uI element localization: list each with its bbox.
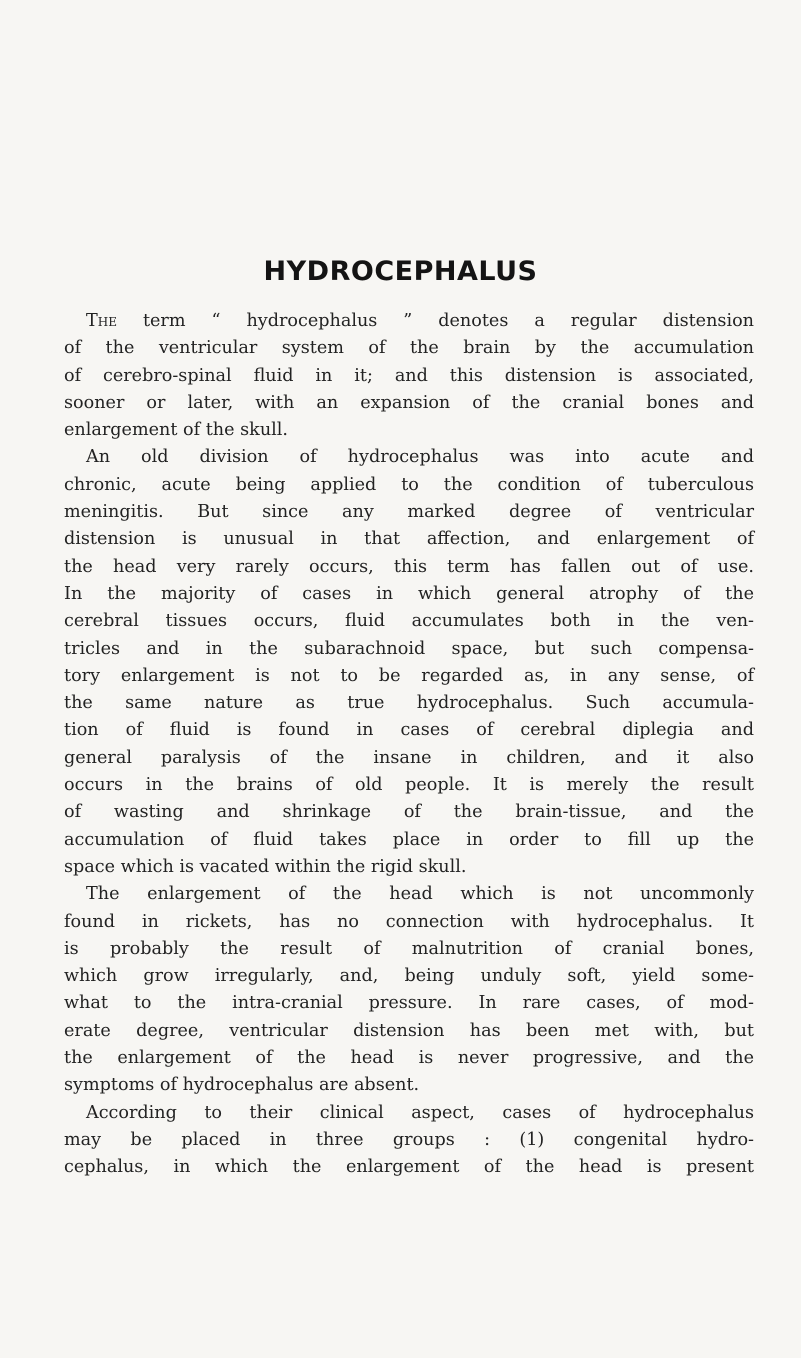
text-line [64, 854, 754, 881]
text-line [64, 1127, 754, 1154]
line-text: erate degree, ventricular distension has been met with, but [64, 1020, 754, 1041]
line-text: sooner or later, with an expansion of the cranial bones and [64, 392, 754, 413]
line-text: the enlargement of the head is never progressive, and the [64, 1048, 754, 1069]
line-text: distension is unusual in that affection, and enlargement of [64, 529, 754, 550]
line-text: In the majority of cases in which general atrophy of the [64, 583, 754, 604]
line-text: enlargement of the skull. [64, 420, 289, 441]
text-line [64, 690, 754, 717]
line-text: the head very rarely occurs, this term has fallen out of use. [64, 556, 754, 577]
text-line [64, 881, 754, 908]
line-text: general paralysis of the insane in children, and it also [64, 747, 754, 768]
chapter-heading: HYDROCEPHALUS [263, 256, 538, 287]
text-line [64, 909, 754, 936]
line-text: may be placed in three groups : (1) congenital hydro- [64, 1129, 754, 1150]
text-line [64, 663, 754, 690]
line-text: An old division of hydrocephalus was into acute and [86, 447, 754, 468]
line-text: cerebral tissues occurs, fluid accumulates both in the ven- [64, 611, 754, 632]
line-text: what to the intra-cranial pressure. In rare cases, of mod- [64, 993, 754, 1014]
text-line [64, 936, 754, 963]
text-line [64, 499, 754, 526]
text-line [64, 308, 754, 335]
line-text: symptoms of hydrocephalus are absent. [64, 1075, 420, 1096]
line-text: chronic, acute being applied to the condition of tuberculous [64, 474, 754, 495]
text-line [64, 745, 754, 772]
text-line [64, 717, 754, 744]
text-line [64, 526, 754, 553]
line-text: the same nature as true hydrocephalus. Such accumula- [64, 693, 754, 714]
line-text: of wasting and shrinkage of the brain-tissue, and the [64, 802, 754, 823]
text-line [64, 335, 754, 362]
text-line [64, 963, 754, 990]
text-line [64, 1072, 754, 1099]
text-line [64, 417, 754, 444]
line-text: cephalus, in which the enlargement of the head is present [64, 1157, 754, 1178]
line-text: tricles and in the subarachnoid space, but such compensa- [64, 638, 754, 659]
text-line [64, 581, 754, 608]
line-text: The enlargement of the head which is not uncommonly [86, 884, 754, 905]
text-line [64, 827, 754, 854]
line-text: found in rickets, has no connection with hydrocephalus. It [64, 911, 754, 932]
text-line [64, 990, 754, 1017]
body-text [64, 308, 754, 1182]
line-text: tory enlargement is not to be regarded as, in any sense, of [64, 665, 754, 686]
line-text: meningitis. But since any marked degree of ventricular [64, 502, 754, 523]
text-line [64, 636, 754, 663]
text-line [64, 390, 754, 417]
lead-word: The [86, 311, 117, 331]
text-line [64, 1154, 754, 1181]
line-text: of the ventricular system of the brain by the accumulation [64, 338, 754, 359]
text-line [64, 1100, 754, 1127]
text-line [64, 1018, 754, 1045]
text-line [64, 799, 754, 826]
line-text: occurs in the brains of old people. It is merely the result [64, 775, 754, 796]
line-text: space which is vacated within the rigid skull. [64, 856, 467, 877]
line-text: which grow irregularly, and, being unduly soft, yield some- [64, 966, 754, 987]
line-text: term “ hydrocephalus ” denotes a regular distension [142, 311, 754, 331]
line-text: of cerebro-spinal fluid in it; and this distension is associated, [64, 365, 754, 386]
text-line [64, 472, 754, 499]
line-text: accumulation of fluid takes place in order to fill up the [64, 829, 754, 850]
line-text: According to their clinical aspect, cases of hydrocephalus [86, 1102, 754, 1123]
text-line [64, 444, 754, 471]
line-text: tion of fluid is found in cases of cerebral diplegia and [64, 720, 754, 741]
text-line [64, 554, 754, 581]
text-line [64, 363, 754, 390]
text-line [64, 772, 754, 799]
text-line [64, 1045, 754, 1072]
line-text: is probably the result of malnutrition of cranial bones, [64, 938, 754, 959]
text-line [64, 608, 754, 635]
